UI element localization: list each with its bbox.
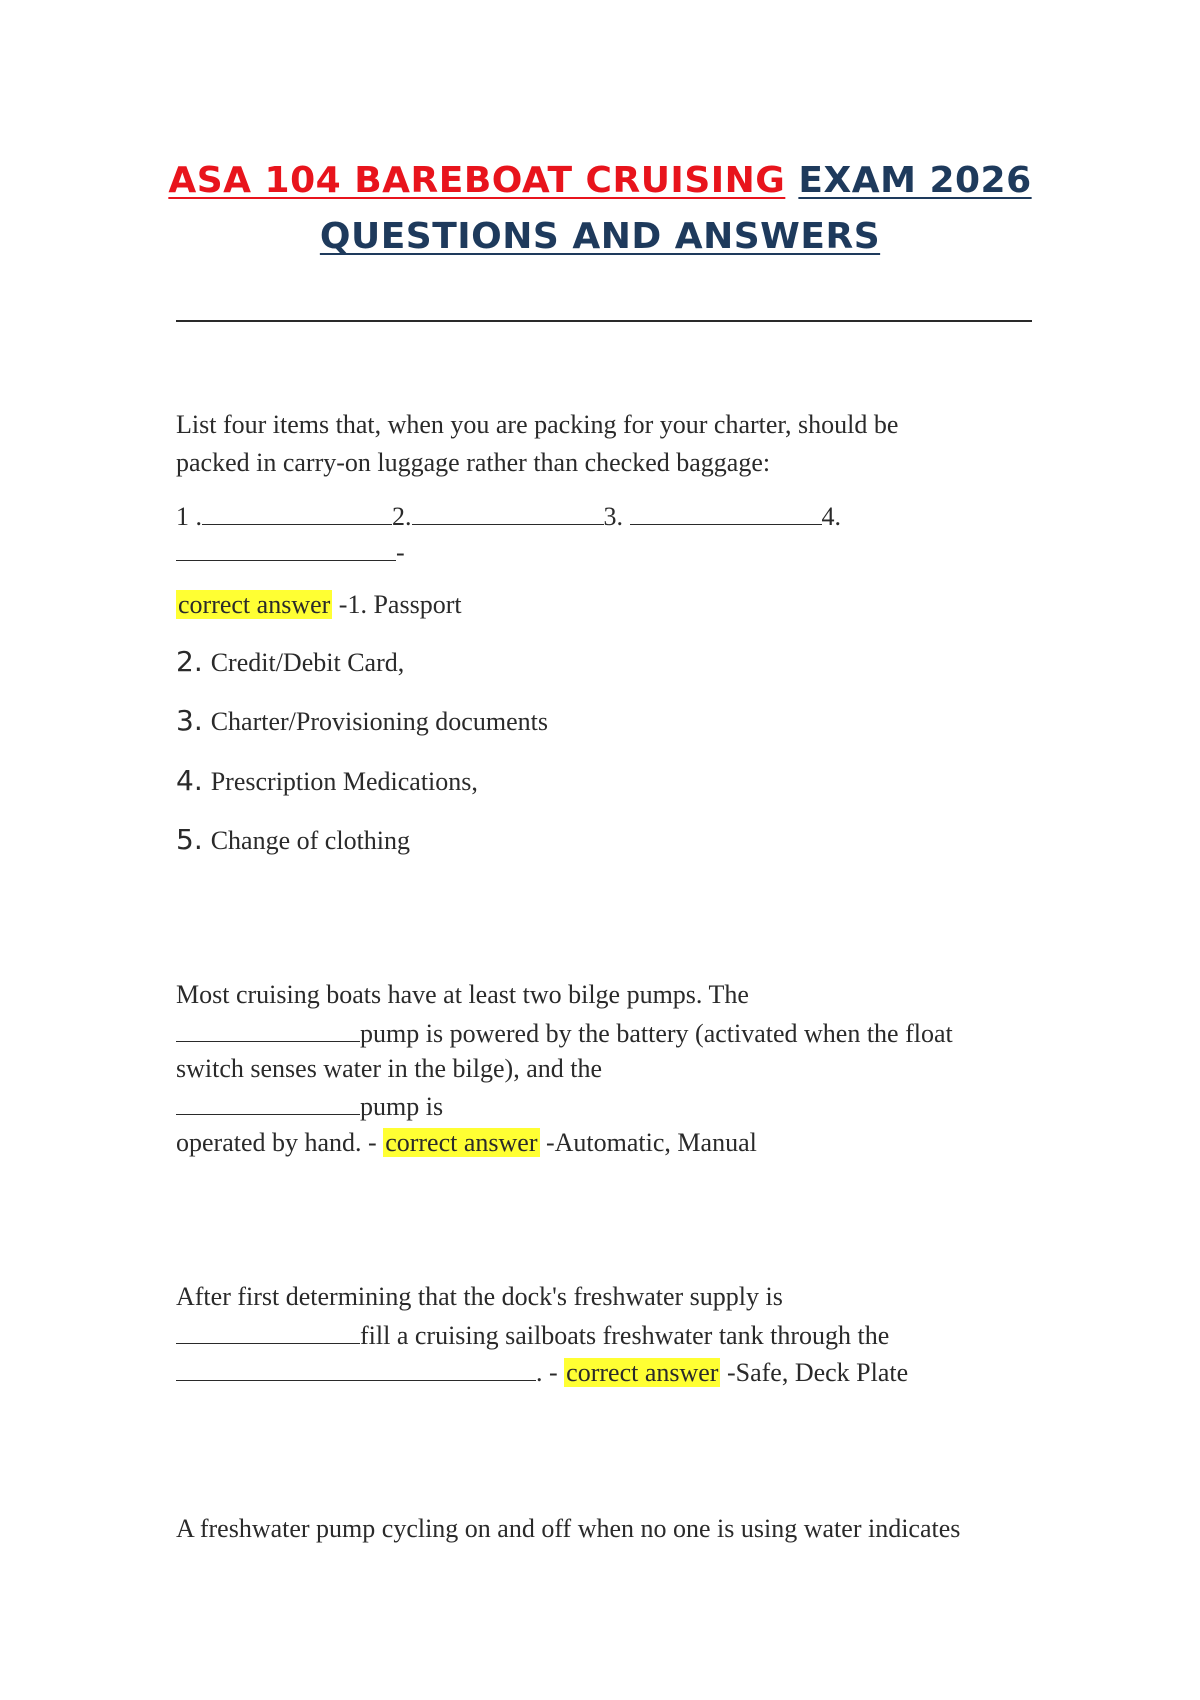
item-number: 2.: [176, 645, 203, 678]
correct-answer-highlight: correct answer: [566, 1358, 719, 1387]
q1-answer-item-4: [176, 764, 478, 799]
q1-blank-2: [412, 498, 604, 525]
q1-label-1: 1 .: [176, 502, 202, 531]
item-number: 4.: [176, 764, 203, 797]
q1-answer-item-3: [176, 704, 548, 739]
q1-answer-text: -1. Passport: [338, 590, 462, 619]
q2-answer-line: [176, 1126, 757, 1160]
q3-line-2-text: fill a cruising sailboats freshwater tank through the: [360, 1321, 890, 1350]
horizontal-divider: [176, 320, 1032, 322]
title-subtitle: QUESTIONS AND ANSWERS: [319, 216, 881, 257]
q3-line-3-text: . -: [536, 1358, 558, 1387]
item-text: Change of clothing: [210, 826, 411, 855]
q1-answer-item-5: [176, 823, 410, 858]
q3-blank-2: [176, 1354, 536, 1381]
q3-text-line-2: [176, 1317, 889, 1353]
q2-text-line-4: [176, 1088, 443, 1124]
q1-answer-line: [176, 588, 462, 622]
q3-blank-1: [176, 1317, 360, 1344]
q1-text-line-1: List four items that, when you are packing for your charter, should be: [176, 410, 899, 439]
correct-answer-highlight: correct answer: [178, 590, 331, 619]
q3-answer-text: -Safe, Deck Plate: [726, 1358, 909, 1387]
q2-text-line-1: Most cruising boats have at least two bilge pumps. The: [176, 980, 749, 1009]
q1-blank-1: [202, 498, 392, 525]
q1-tail: -: [396, 538, 405, 567]
item-number: 5.: [176, 823, 203, 856]
q1-label-3: 3.: [603, 502, 623, 531]
q1-text-line-2: packed in carry-on luggage rather than checked baggage:: [176, 448, 771, 477]
q1-label-2: 2.: [392, 502, 412, 531]
q2-line-2-text: pump is powered by the battery (activated when the float: [360, 1019, 953, 1048]
q2-line-5-text: operated by hand. -: [176, 1128, 377, 1157]
q1-answer-item-2: [176, 645, 404, 680]
q2-blank-1: [176, 1015, 360, 1042]
item-text: Credit/Debit Card,: [210, 648, 405, 677]
q1-blank-3: [630, 498, 822, 525]
q2-answer-text: -Automatic, Manual: [546, 1128, 757, 1157]
q1-label-4: 4.: [821, 502, 841, 531]
q3-text-line-1: After first determining that the dock's freshwater supply is: [176, 1282, 783, 1311]
q2-line-4-text: pump is: [360, 1092, 444, 1121]
q1-blanks-row-2: [176, 534, 405, 570]
q3-answer-line: [176, 1354, 908, 1390]
item-number: 3.: [176, 704, 203, 737]
title-navy-part: EXAM 2026: [798, 160, 1032, 201]
correct-answer-highlight: correct answer: [385, 1128, 538, 1157]
item-text: Prescription Medications,: [210, 767, 478, 796]
q2-text-line-2: [176, 1015, 953, 1051]
document-title-line-1: [0, 160, 1200, 201]
q2-text-line-3: switch senses water in the bilge), and the: [176, 1054, 602, 1083]
title-red-part: ASA 104 BAREBOAT CRUISING: [168, 160, 786, 201]
q2-blank-2: [176, 1088, 360, 1115]
q1-blanks-row: [176, 498, 841, 534]
document-title-line-2: [0, 216, 1200, 257]
q1-blank-4: [176, 534, 396, 561]
item-text: Charter/Provisioning documents: [210, 707, 548, 736]
q4-text-line-1: A freshwater pump cycling on and off when no one is using water indicates: [176, 1514, 961, 1543]
